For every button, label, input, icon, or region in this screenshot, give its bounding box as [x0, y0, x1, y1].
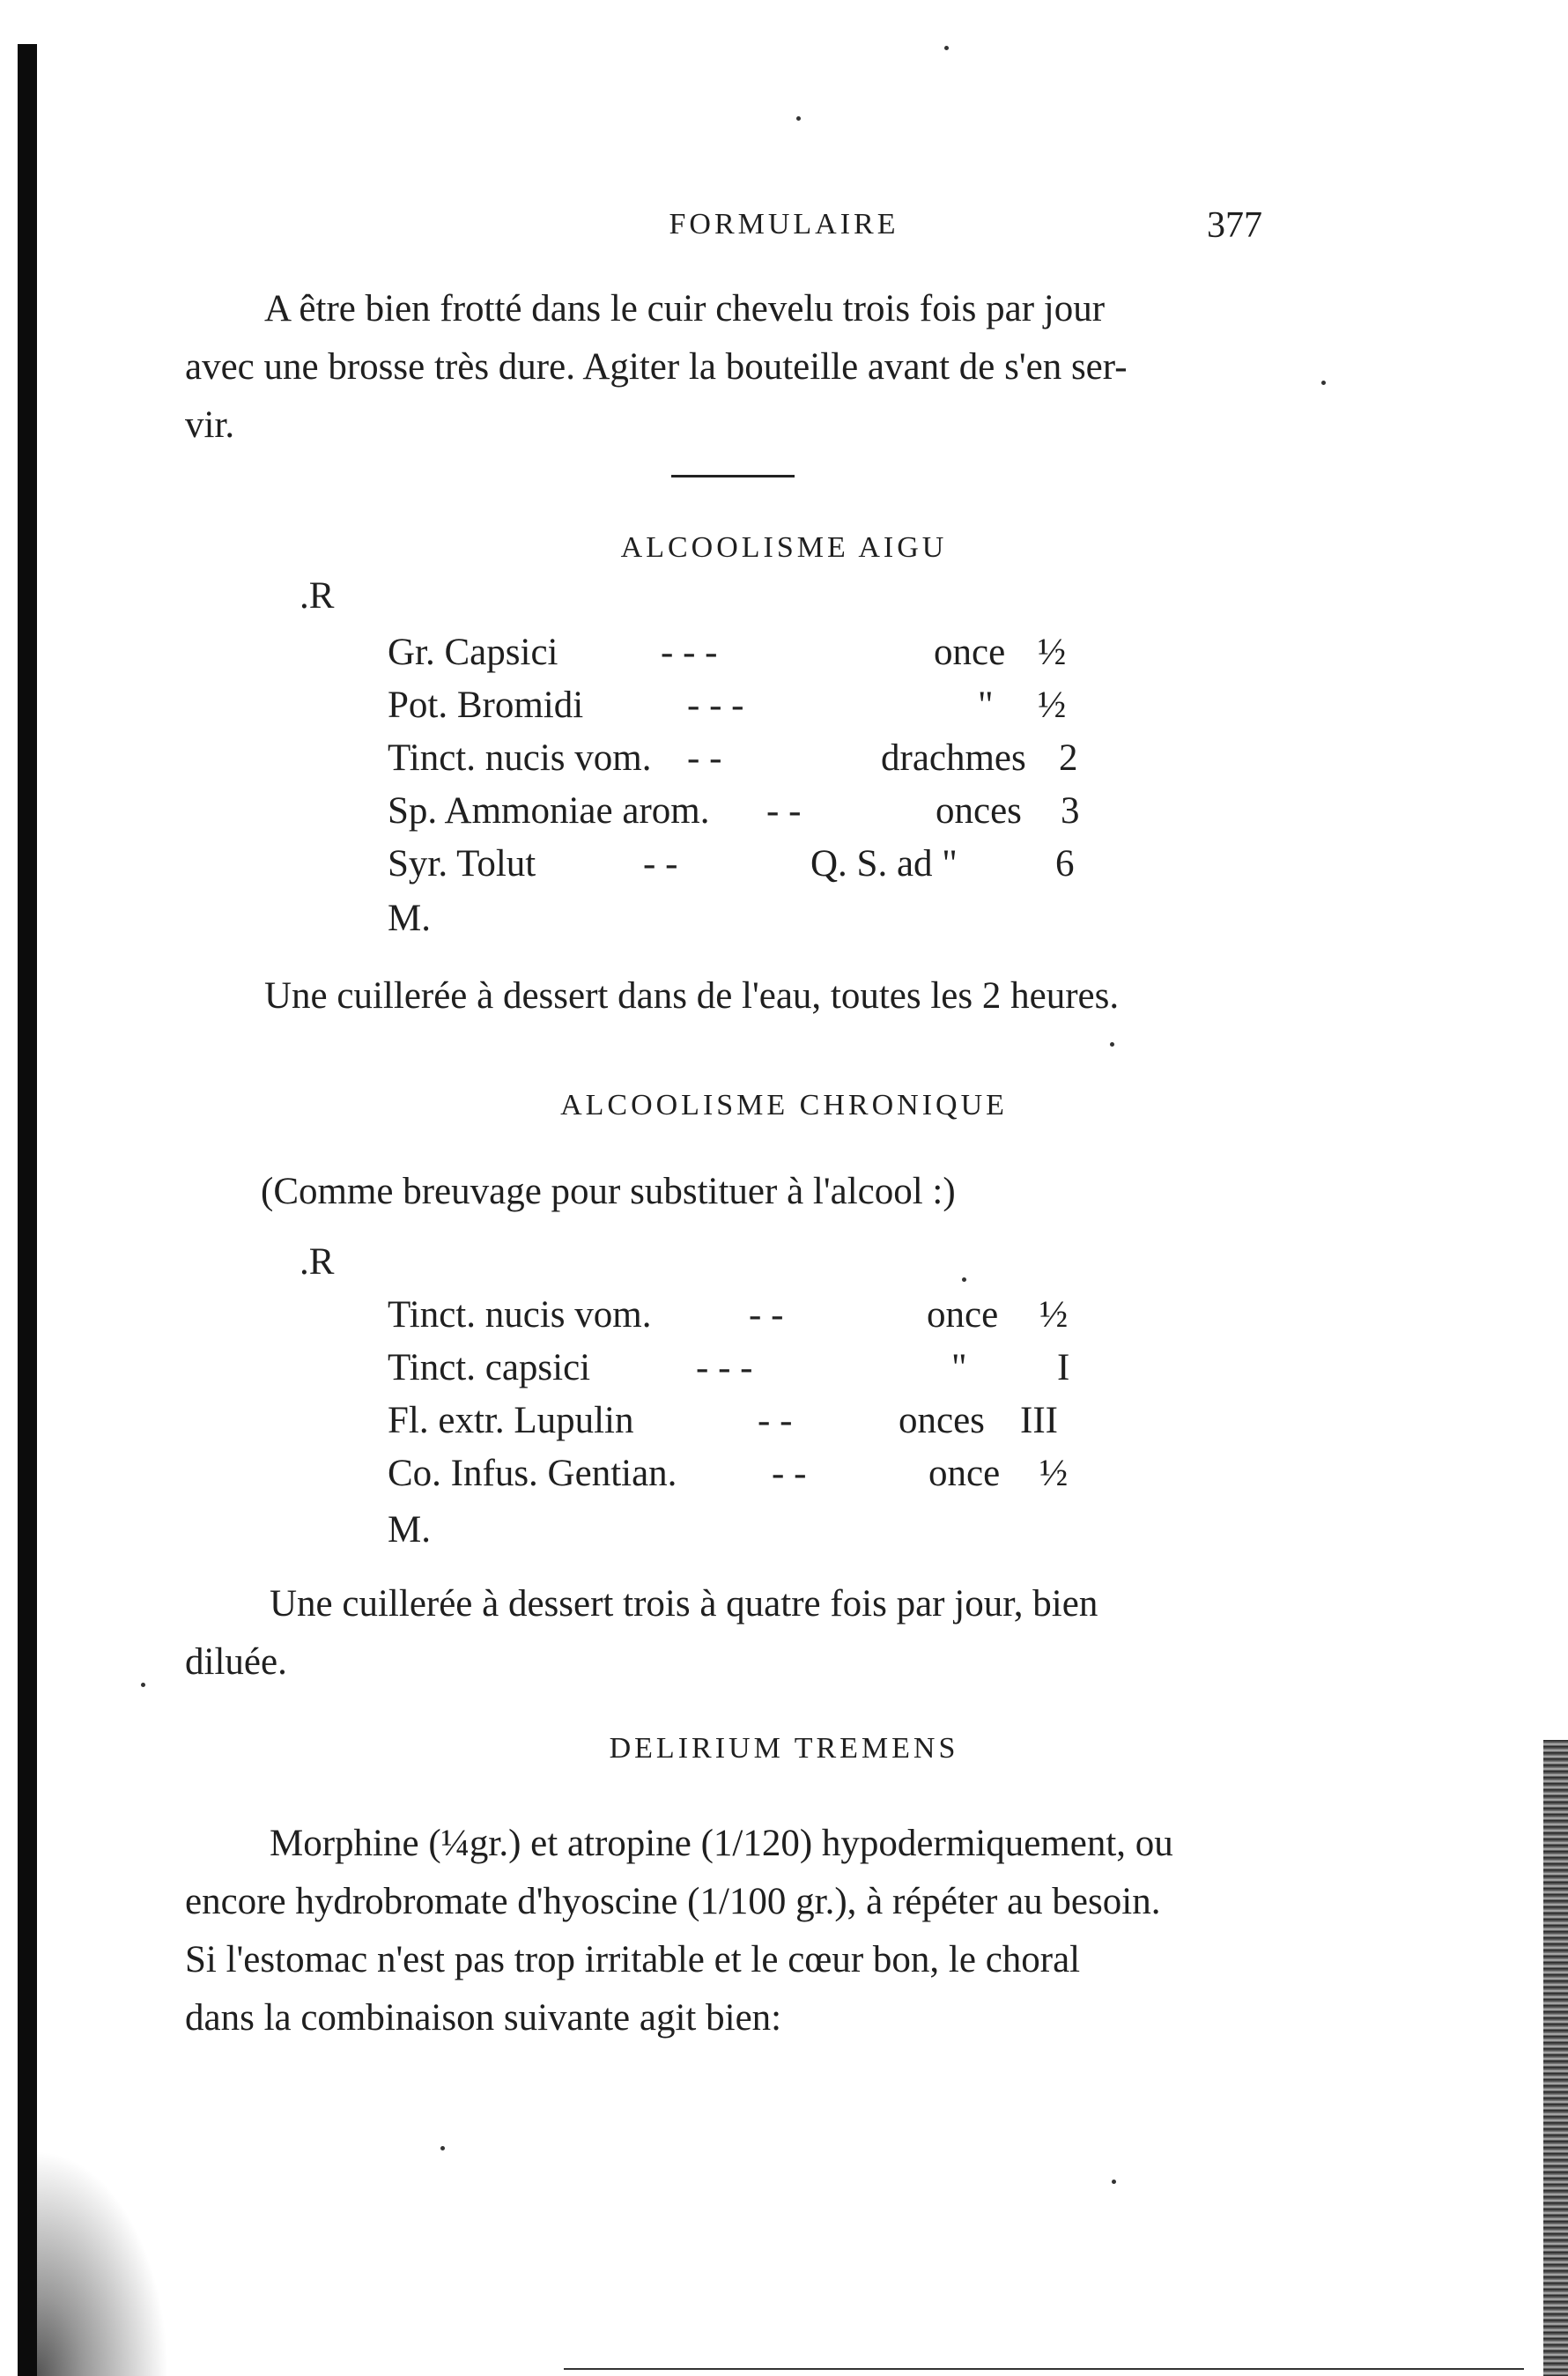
prescription-row	[0, 684, 1568, 736]
dash-leader: - -	[687, 737, 722, 779]
ingredient-qty: 6	[1055, 843, 1075, 885]
ingredient-unit: onces	[936, 790, 1022, 832]
delirium-line-1: Morphine (¼gr.) et atropine (1/120) hypodermiquement, ou	[270, 1823, 1173, 1864]
running-header: FORMULAIRE	[669, 208, 899, 241]
prescription-row	[0, 736, 1568, 789]
dash-leader: - -	[766, 790, 802, 832]
section-separator	[671, 475, 795, 477]
instruction-chronique-1: Une cuillerée à dessert trois à quatre fois par jour, bien	[270, 1583, 1098, 1625]
section-title-aigu: ALCOOLISME AIGU	[620, 531, 948, 564]
ingredient-name: Fl. extr. Lupulin	[388, 1400, 634, 1441]
dash-leader: - - -	[687, 685, 744, 726]
ingredient-unit: drachmes	[881, 737, 1026, 779]
dash-leader: - -	[758, 1400, 793, 1441]
ingredient-qty: I	[1057, 1347, 1070, 1388]
ingredient-name: Gr. Capsici	[388, 632, 558, 673]
ingredient-qty: III	[1020, 1400, 1058, 1441]
instruction-aigu: Une cuillerée à dessert dans de l'eau, toutes les 2 heures.	[264, 975, 1120, 1017]
ingredient-unit: onces	[899, 1400, 985, 1441]
prescription-row	[0, 1399, 1568, 1452]
prescription-row	[0, 842, 1568, 895]
intro-line-2: avec une brosse très dure. Agiter la bouteille avant de s'en ser-	[185, 346, 1128, 388]
dash-leader: - - -	[661, 632, 718, 673]
delirium-line-2: encore hydrobromate d'hyoscine (1/100 gr.), à répéter au besoin.	[185, 1881, 1161, 1922]
intro-line-1: A être bien frotté dans le cuir chevelu trois fois par jour	[264, 288, 1106, 329]
dash-leader: - -	[749, 1294, 784, 1336]
misce-mark: M.	[388, 898, 431, 939]
delirium-line-4: dans la combinaison suivante agit bien:	[185, 1997, 782, 2039]
ingredient-name: Tinct. nucis vom.	[388, 1294, 652, 1336]
ingredient-unit: "	[978, 685, 994, 726]
dash-leader: - -	[772, 1453, 807, 1494]
ingredient-name: Sp. Ammoniae arom.	[388, 790, 710, 832]
ingredient-name: Co. Infus. Gentian.	[388, 1453, 677, 1494]
ingredient-name: Tinct. capsici	[388, 1347, 591, 1388]
section-title-delirium: DELIRIUM TREMENS	[609, 1732, 959, 1765]
ingredient-unit: once	[934, 632, 1006, 673]
prescription-row	[0, 631, 1568, 684]
instruction-chronique-2: diluée.	[185, 1641, 287, 1683]
ingredient-qty: ½	[1039, 1294, 1069, 1336]
ingredient-qty: ½	[1038, 685, 1067, 726]
ingredient-qty: 2	[1059, 737, 1078, 779]
ingredient-name: Syr. Tolut	[388, 843, 536, 885]
ingredient-qty: ½	[1038, 632, 1067, 673]
prescription-row	[0, 789, 1568, 842]
ingredient-unit: once	[927, 1294, 999, 1336]
ingredient-unit: "	[951, 1347, 967, 1388]
intro-line-3: vir.	[185, 404, 235, 446]
ingredient-unit: once	[928, 1453, 1001, 1494]
ingredient-qty: 3	[1061, 790, 1080, 832]
rx-symbol: .R	[300, 1241, 335, 1283]
rx-symbol: .R	[300, 575, 335, 617]
delirium-line-3: Si l'estomac n'est pas trop irritable et le cœur bon, le choral	[185, 1939, 1081, 1980]
misce-mark: M.	[388, 1509, 431, 1551]
ingredient-unit: Q. S. ad "	[810, 843, 958, 885]
prescription-row	[0, 1293, 1568, 1346]
dash-leader: - - -	[696, 1347, 753, 1388]
dash-leader: - -	[643, 843, 678, 885]
chronique-note: (Comme breuvage pour substituer à l'alcool :)	[261, 1171, 956, 1212]
ingredient-name: Tinct. nucis vom.	[388, 737, 652, 779]
page-number: 377	[1207, 205, 1262, 246]
prescription-row	[0, 1452, 1568, 1505]
section-title-chronique: ALCOOLISME CHRONIQUE	[560, 1089, 1008, 1121]
ingredient-name: Pot. Bromidi	[388, 685, 584, 726]
ingredient-qty: ½	[1039, 1453, 1069, 1494]
prescription-row	[0, 1346, 1568, 1399]
